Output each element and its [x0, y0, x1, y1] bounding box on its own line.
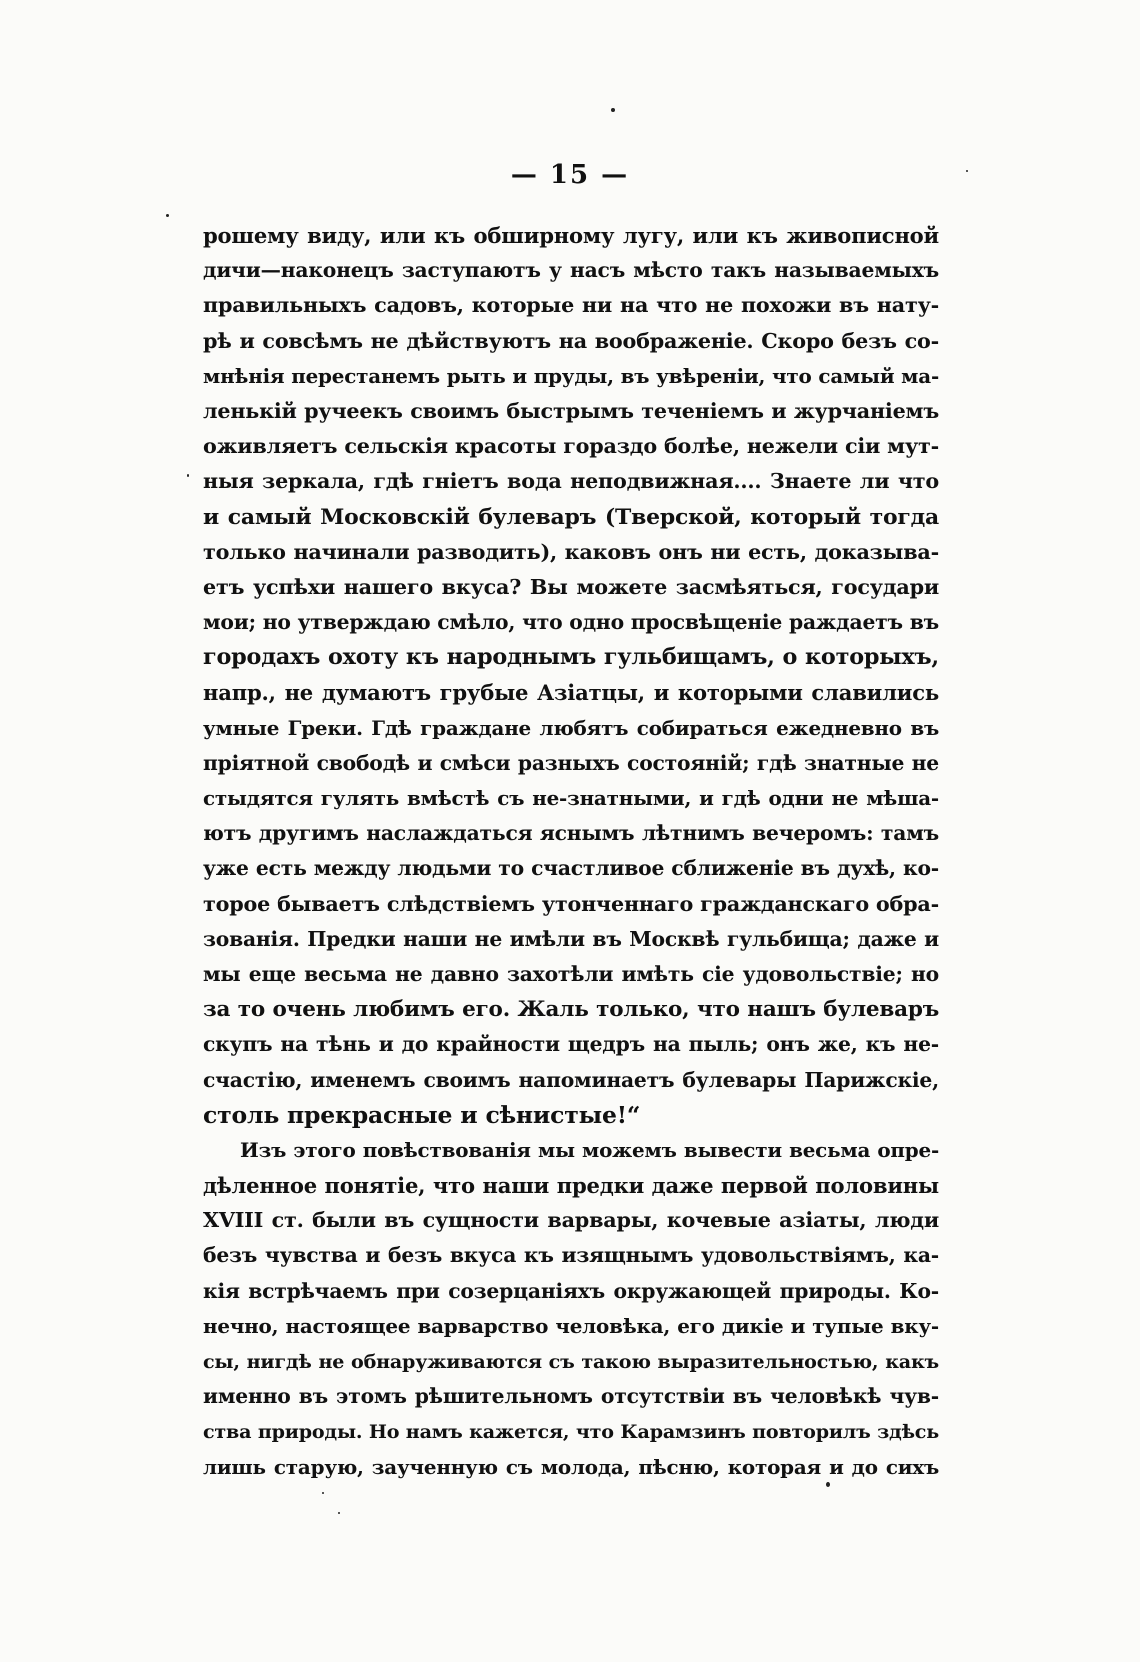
text-line: рѣ и совсѣмъ не дѣйствуютъ на воображеніе. Скоро безъ со-: [203, 328, 939, 353]
text-line: рошему виду, или къ обширному лугу, или къ живописной: [203, 223, 939, 248]
scan-speck: [322, 1492, 324, 1494]
page-number: — 15 —: [510, 160, 630, 190]
text-line: сы, нигдѣ не обнаруживаются съ такою выразительностью, какъ: [203, 1350, 939, 1373]
text-line: дичи—наконецъ заступаютъ у насъ мѣсто такъ называемыхъ: [203, 258, 939, 283]
text-line: уже есть между людьми то счастливое сближеніе въ духѣ, ко-: [203, 856, 939, 881]
text-line: торое бываетъ слѣдствіемъ утонченнаго гражданскаго обра-: [203, 891, 939, 916]
text-line: мнѣнія перестанемъ рыть и пруды, въ увѣреніи, что самый ма-: [203, 363, 939, 388]
text-line: ютъ другимъ наслаждаться яснымъ лѣтнимъ вечеромъ: тамъ: [203, 821, 939, 846]
text-line: правильныхъ садовъ, которые ни на что не похожи въ нату-: [203, 293, 939, 318]
text-line: дѣленное понятіе, что наши предки даже первой половины: [203, 1173, 939, 1199]
text-line: XVIII ст. были въ сущности варвары, кочевые азіаты, люди: [203, 1208, 939, 1233]
scan-speck: [826, 1482, 830, 1487]
text-line: городахъ охоту къ народнымъ гульбищамъ, о которыхъ,: [203, 644, 939, 671]
text-line: скупъ на тѣнь и до крайности щедръ на пыль; онъ же, къ не-: [203, 1032, 939, 1057]
text-line: зованія. Предки наши не имѣли въ Москвѣ гульбища; даже и: [203, 926, 939, 951]
text-line: ленькій ручеекъ своимъ быстрымъ теченіемъ и журчаніемъ: [203, 398, 939, 423]
text-line: безъ чувства и безъ вкуса къ изящнымъ удовольствіямъ, ка-: [203, 1243, 939, 1268]
text-line: и самый Московскій булеваръ (Тверской, который тогда: [203, 503, 939, 530]
text-line: мы еще весьма не давно захотѣли имѣть сіе удовольствіе; но: [203, 961, 939, 986]
scan-speck: [611, 108, 615, 112]
text-line: умные Греки. Гдѣ граждане любятъ собираться ежедневно въ: [203, 715, 939, 740]
paragraph-start-line: Изъ этого повѣствованія мы можемъ вывести весьма опре-: [240, 1137, 939, 1162]
scan-speck: [166, 214, 169, 217]
text-line: мои; но утверждаю смѣло, что одно просвѣщеніе раждаетъ въ: [203, 610, 939, 635]
scan-speck: [338, 1512, 340, 1514]
text-line: стыдятся гулять вмѣстѣ съ не-знатными, и гдѣ одни не мѣша-: [203, 786, 939, 810]
body-text: [203, 218, 939, 1485]
text-line: за то очень любимъ его. Жаль только, что нашъ булеваръ: [203, 997, 939, 1023]
scan-speck: [187, 474, 189, 477]
text-line: ства природы. Но намъ кажется, что Карамзинъ повторилъ здѣсь: [203, 1420, 939, 1444]
text-line: пріятной свободѣ и смѣси разныхъ состояній; гдѣ знатные не: [203, 750, 939, 775]
text-line: етъ успѣхи нашего вкуса? Вы можете засмѣяться, государи: [203, 574, 939, 599]
text-line: напр., не думаютъ грубые Азіатцы, и которыми славились: [203, 680, 939, 706]
text-line: счастію, именемъ своимъ напоминаетъ булевары Парижскіе,: [203, 1067, 939, 1092]
text-line: оживляетъ сельскія красоты гораздо болѣе, нежели сіи мут-: [203, 434, 939, 459]
text-line: ныя зеркала, гдѣ гніетъ вода неподвижная.... Знаете ли что: [203, 469, 939, 494]
text-line: только начинали разводить), каковъ онъ ни есть, доказыва-: [203, 539, 939, 564]
text-line: лишь старую, заученную съ молода, пѣсню, которая и до сихъ: [203, 1454, 939, 1479]
text-line: нечно, настоящее варварство человѣка, его дикіе и тупые вку-: [203, 1313, 939, 1338]
text-line: именно въ этомъ рѣшительномъ отсутствіи въ человѣкѣ чув-: [203, 1384, 939, 1409]
scan-speck: [966, 170, 968, 172]
text-line: кія встрѣчаемъ при созерцаніяхъ окружающей природы. Ко-: [203, 1278, 939, 1303]
text-line: столь прекрасные и сѣнистые!“: [203, 1100, 641, 1129]
